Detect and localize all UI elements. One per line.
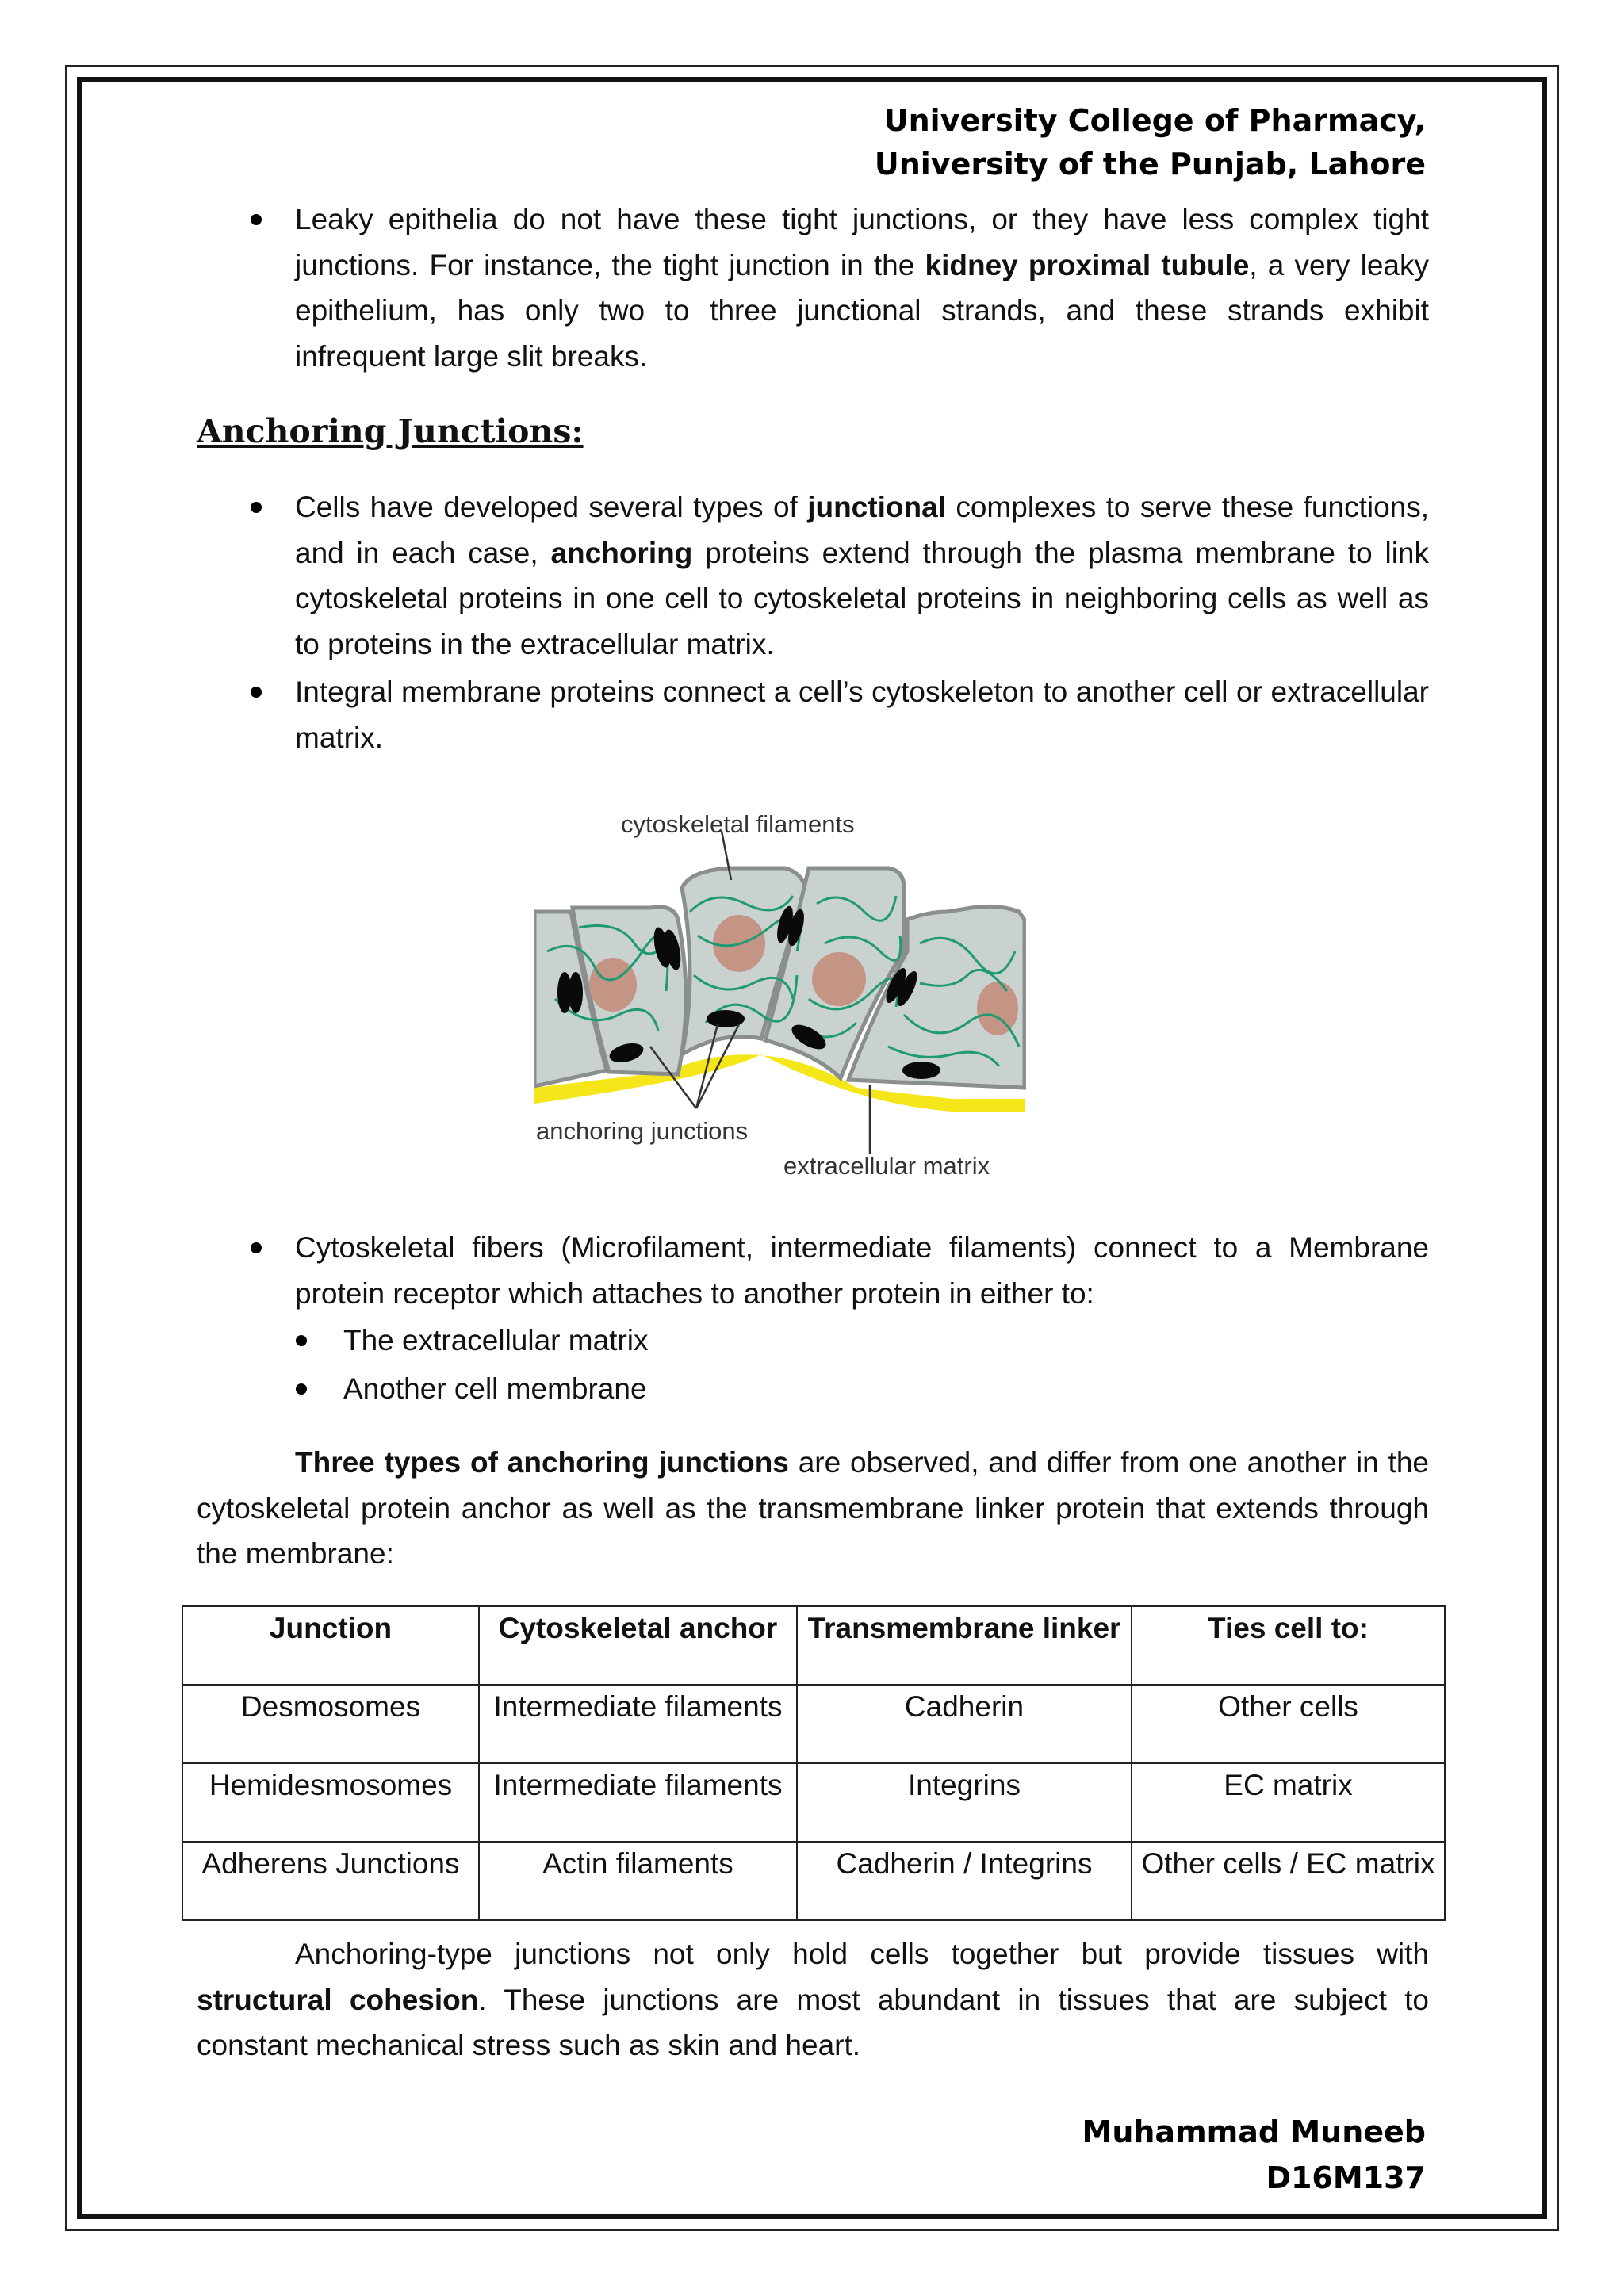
label-extracellular-matrix: extracellular matrix (783, 1152, 990, 1180)
bullet-integral-proteins: Integral membrane proteins connect a cell’s cytoskeleton to another cell or extracellular matrix. (295, 675, 1429, 754)
table-cell: EC matrix (1132, 1763, 1445, 1842)
table-row (182, 1842, 1445, 1920)
sub-bullet-extracellular-matrix: The extracellular matrix (343, 1324, 649, 1357)
header-institution: University College of Pharmacy, (883, 103, 1426, 138)
table-cell: Hemidesmosomes (182, 1763, 479, 1842)
table-header: Cytoskeletal anchor (479, 1606, 797, 1685)
bullet-icon (251, 214, 262, 225)
table-row (182, 1685, 1445, 1763)
paragraph-closing: Anchoring-type junctions not only hold cells together but provide tissues with structural cohesion. These junctions are most abundant in tissues that are subject to constant mechanical stress such as skin and heart. (197, 1938, 1429, 2061)
table-cell: Integrins (797, 1763, 1132, 1842)
table-cell: Intermediate filaments (479, 1763, 797, 1842)
label-anchoring-junctions: anchoring junctions (536, 1117, 749, 1145)
footer-author-name: Muhammad Muneeb (1082, 2114, 1426, 2149)
table-cell: Other cells (1132, 1685, 1445, 1763)
bullet-icon (251, 502, 262, 513)
nucleus (812, 952, 866, 1006)
sub-bullet-cell-membrane: Another cell membrane (343, 1372, 647, 1405)
bullet-icon (296, 1335, 307, 1346)
nucleus (589, 958, 637, 1012)
footer-author-id: D16M137 (1266, 2160, 1426, 2195)
table-header-row (182, 1606, 1445, 1685)
header-university: University of the Punjab, Lahore (874, 147, 1426, 182)
paragraph-three-types: Three types of anchoring junctions are observed, and differ from one another in the cytoskeletal protein anchor as well as the transmembrane linker protein that extends through the membrane: (197, 1446, 1429, 1570)
table-cell: Cadherin / Integrins (797, 1842, 1132, 1920)
anchoring-junctions-figure (523, 793, 1063, 1197)
bullet-cytoskeletal-fibers: Cytoskeletal fibers (Microfilament, intermediate filaments) connect to a Membrane protein receptor which attaches to another protein in either to: (295, 1231, 1429, 1310)
table-cell: Other cells / EC matrix (1132, 1842, 1445, 1920)
bullet-icon (251, 687, 262, 698)
table-cell: Cadherin (797, 1685, 1132, 1763)
table-cell: Desmosomes (182, 1685, 479, 1763)
bullet-junctional-complexes: Cells have developed several types of junctional complexes to serve these functions, and in each case, anchoring proteins extend through the plasma membrane to link cytoskeletal proteins in one cell to cytoskeletal proteins in neighboring cells as well as to proteins in the extracellular matrix. (295, 491, 1430, 660)
table-header: Junction (182, 1606, 479, 1685)
label-cytoskeletal-filaments: cytoskeletal filaments (621, 810, 855, 838)
table-row (182, 1763, 1445, 1842)
intro-bullet-text: Leaky epithelia do not have these tight junctions, or they have less complex tight junctions. For instance, the tight junction in the kidney proximal tubule, a very leaky epithelium, has only two to three junctional strands, and these strands exhibit infrequent large slit breaks. (295, 203, 1429, 373)
table-cell: Adherens Junctions (182, 1842, 479, 1920)
table-header: Ties cell to: (1132, 1606, 1445, 1685)
bullet-icon (296, 1383, 307, 1395)
table-header: Transmembrane linker (797, 1606, 1132, 1685)
section-title: Anchoring Junctions: (197, 412, 584, 450)
anchoring-junctions-table (182, 1605, 1446, 1921)
table-cell: Intermediate filaments (479, 1685, 797, 1763)
table-cell: Actin filaments (479, 1842, 797, 1920)
nucleus (977, 982, 1018, 1035)
bullet-icon (251, 1242, 262, 1253)
